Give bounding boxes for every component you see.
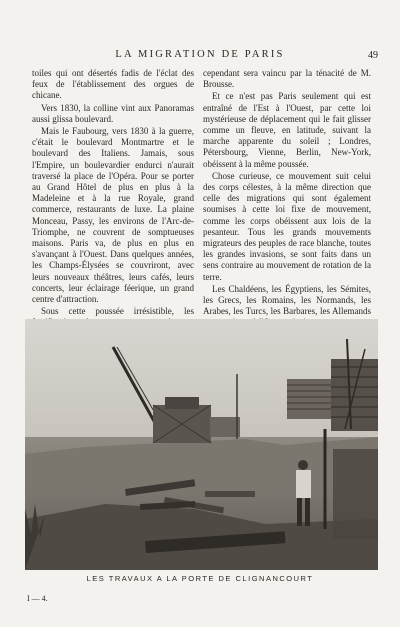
paragraph: toiles qui ont désertés fadis de l'éclat des feux de l'établissement des orgues de chicane. bbox=[32, 68, 194, 101]
paragraph: Et ce n'est pas Paris seulement qui est entraîné de l'Est à l'Ouest, par cette loi mystérieuse de déplacement qui le fait glisser comme un fleuve, en latitude, suivant la marche apparente du soleil ; Londres, Pétersbourg, Vienne, Berlin, New-York, obéissent à la même poussée. bbox=[203, 91, 371, 169]
paragraph: cependant sera vaincu par la ténacité de M. Brousse. bbox=[203, 68, 371, 90]
photo-caption: LES TRAVAUX A LA PORTE DE CLIGNANCOURT bbox=[86, 574, 314, 583]
paragraph: Les Chaldéens, les Égyptiens, les Sémites, les Grecs, les Romains, les Normands, les Arabes, les Turcs, les Barbares, les Allemands bbox=[203, 283, 371, 317]
signature-mark: I — 4. bbox=[27, 594, 48, 603]
paragraph: Sous cette poussée irrésistible, les bbox=[41, 306, 194, 317]
paragraph: Mais le Faubourg, vers 1830 à la guerre, c'était le boulevard Montmartre et le boulevard des Italiens. Jamais, sous l'Empire, un boulevardier endurci n'aurait traversé la place de l'Opéra. Pour se porter au Grand Hôtel de plus en plus à la Madeleine et à la rue Royale, grand commerce, restaurants de luxe. La plaine Monceau, Passy, les environs de l'Arc-de-Triomphe, ne couvrent de somptueuses maisons. Paris va, de plus en plus en s'avançant à l'Ouest. Dans quelques années, les Champs-Élysées se couvriront, avec leurs nouveaux théâtres, leurs cafés, leurs concerts, leur éclairage féerique, un grand centre d'attraction. bbox=[32, 126, 194, 305]
running-title: LA MIGRATION DE PARIS bbox=[115, 49, 285, 60]
right-text-column bbox=[203, 68, 371, 330]
left-text-column bbox=[32, 68, 194, 341]
construction-photo bbox=[25, 319, 378, 570]
page-number: 49 bbox=[368, 50, 378, 61]
paragraph: Chose curieuse, ce mouvement suit celui des corps célestes, à la même direction que celle des migrations qui sont également soumises à cette loi fixe de mouvement, comme les corps obéissent aux lois de la pesanteur. Tous les grands mouvements migrateurs des peuples de race blanche, toutes les grandes invasions, se sont faits dans un sens contraire au mouvement de rotation de la terre. bbox=[203, 170, 371, 282]
paragraph: Vers 1830, la colline vint aux Panoramas aussi glissa boulevard. bbox=[32, 102, 194, 124]
